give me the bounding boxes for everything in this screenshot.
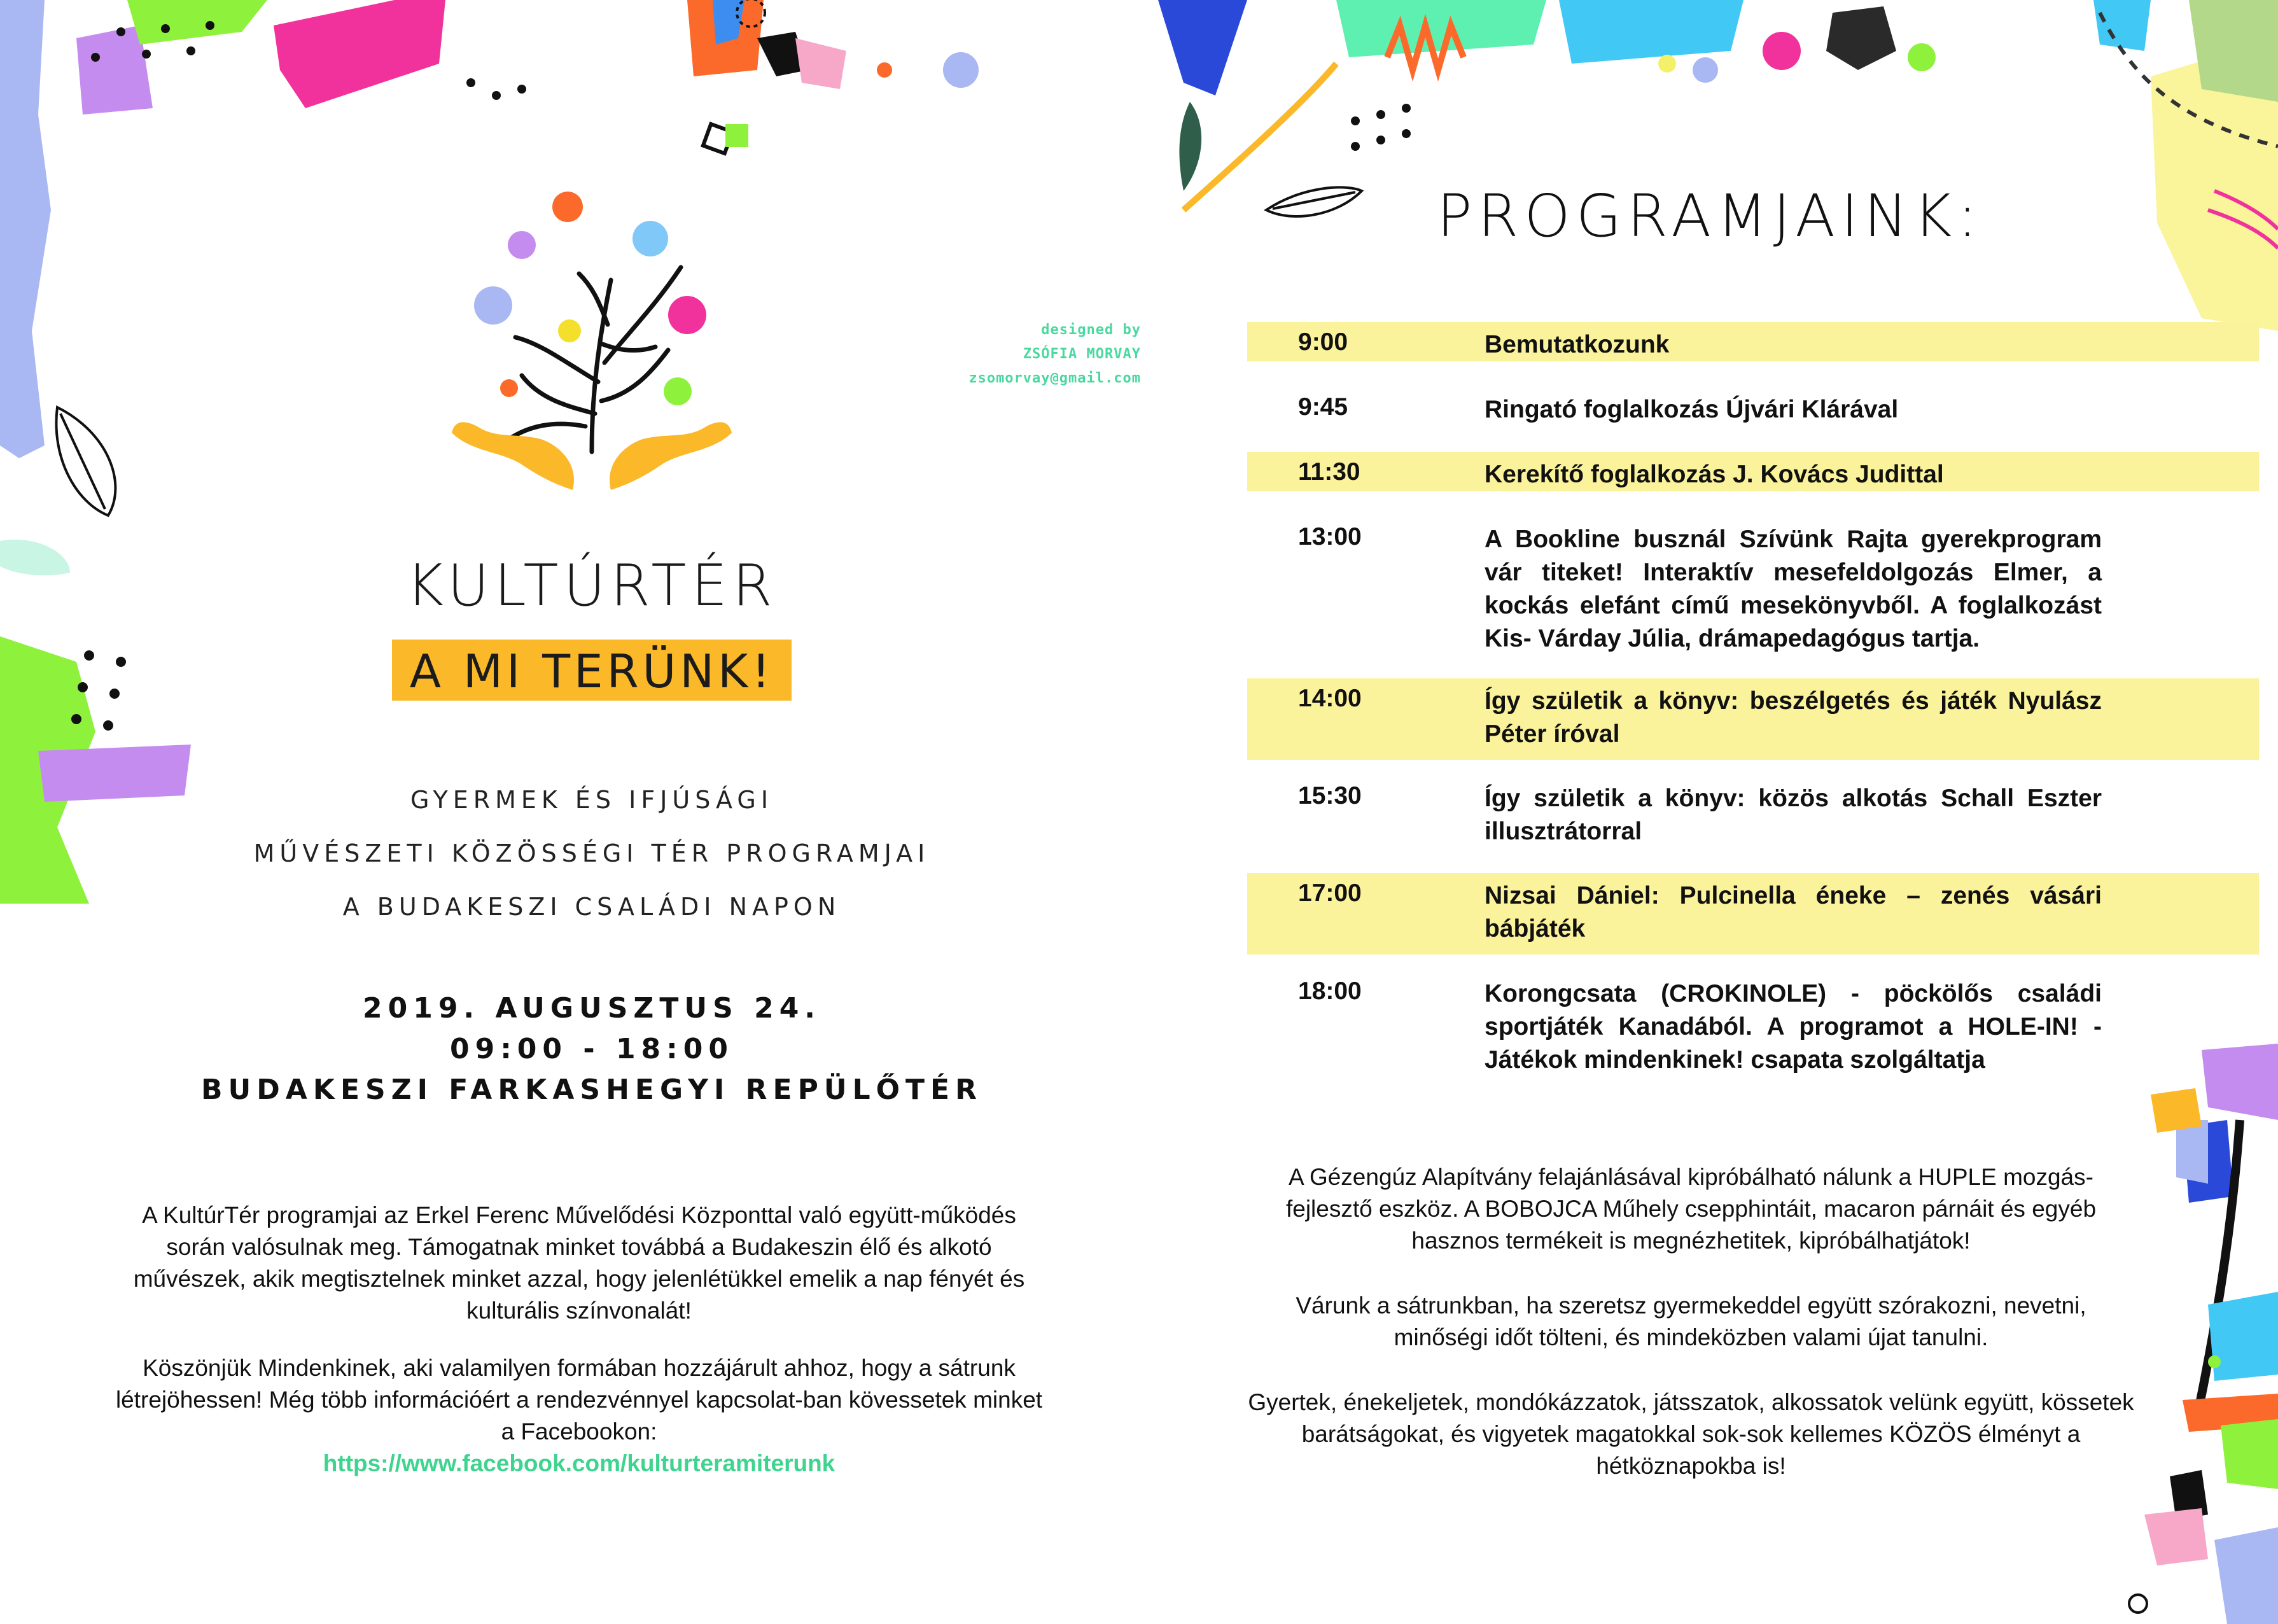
logo-branches xyxy=(509,267,681,452)
schedule-text: Korongcsata (CROKINOLE) - pöckölős családi sportjáték Kanadából. A programot a HOLE-IN! - Játékok mindenkinek! csapata szolgáltatja xyxy=(1485,980,2102,1074)
brand-subtitle-wrap xyxy=(0,640,1184,701)
intro-line-2: MŰVÉSZETI KÖZÖSSÉGI TÉR PROGRAMJAI xyxy=(253,839,930,867)
right-paragraph-3: Gyertek, énekeljetek, mondókázzatok, játsszatok, alkossatok velünk együtt, kössetek barátságokat, és vigyetek magatokkal sok-sok kellemes KÖZÖS élményt a hétköznapokba is! xyxy=(1248,1389,2134,1479)
left-description xyxy=(115,1200,1044,1480)
dot-lavender-top xyxy=(1693,57,1718,83)
right-paragraph-2: Várunk a sátrunkban, ha szeretsz gyermekeddel együtt szórakozni, nevetni, minőségi időt tölteni, és mindeközben valami újat tanulni. xyxy=(1296,1292,2086,1350)
brand-subtitle: A MI TERÜNK! xyxy=(392,640,792,701)
brush-stroke-cyan-top xyxy=(1559,0,1743,64)
dot-yellow-top xyxy=(1658,55,1676,73)
brush-stroke-pink xyxy=(274,0,445,108)
logo-dot xyxy=(552,192,583,222)
brush-stroke-lavender-br xyxy=(2176,1120,2208,1184)
dots-black-topright xyxy=(1351,104,1411,151)
dot-lightgreen-br xyxy=(2208,1355,2221,1368)
logo-dot xyxy=(500,379,518,397)
schedule-row xyxy=(1247,971,2259,1086)
credits-name: ZSÓFIA MORVAY xyxy=(1023,346,1141,362)
brush-stroke-lightpink xyxy=(795,38,846,89)
schedule-time: 9:00 xyxy=(1298,328,1348,356)
logo-dot xyxy=(558,319,581,342)
schedule-row xyxy=(1247,387,2259,426)
dot-ring-br xyxy=(2129,1595,2147,1613)
programs-title: PROGRAMJAINK: xyxy=(1437,182,1983,250)
intro-line-1: GYERMEK ÉS IFJÚSÁGI xyxy=(410,786,774,814)
brush-stroke-yellow-br xyxy=(2151,1088,2202,1133)
leaf-outline-left xyxy=(56,407,115,515)
credits-line-1: designed by xyxy=(1041,322,1141,338)
schedule-row xyxy=(1247,322,2259,361)
schedule-text: A Bookline busznál Szívünk Rajta gyerekprogram vár titeket! Interaktív mesefeldolgozás Elmer, a kockás elefánt című mesekönyvből. A foglalkozást Kis- Várday Júlia, drámapedagógus tartja. xyxy=(1485,526,2102,652)
schedule-time: 18:00 xyxy=(1298,977,1362,1005)
schedule-text: Kerekítő foglalkozás J. Kovács Judittal xyxy=(1485,461,1944,488)
event-venue: BUDAKESZI FARKASHEGYI REPÜLŐTÉR xyxy=(201,1074,982,1106)
logo-dot xyxy=(474,286,512,325)
left-paragraph-2 xyxy=(115,1352,1044,1480)
left-paragraph-2-text: Köszönjük Mindenkinek, aki valamilyen formában hozzájárult ahhoz, hogy a sátrunk létrejöhessen! Még több információért a rendezvénnyel kapcsolat-ban kövessetek minket a Facebookon: xyxy=(115,1355,1043,1445)
brush-stroke-cyan-corner xyxy=(2093,0,2151,51)
schedule-text: Ringató foglalkozás Újvári Klárával xyxy=(1485,396,1899,423)
brush-stroke-green xyxy=(127,0,267,45)
dot-orange xyxy=(877,62,892,78)
dot-purple xyxy=(943,52,979,88)
right-paragraph-1: A Gézengúz Alapítvány felajánlásával kipróbálható nálunk a HUPLE mozgás-fejlesztő eszköz. A BOBOJCA Műhely csepphintáit, macaron párnáit és egyéb hasznos termékeit is megnézhetitek, kipróbálhatjátok! xyxy=(1285,1164,2097,1254)
event-info xyxy=(0,988,1184,1110)
brand-title: KULTÚRTÉR xyxy=(406,552,778,619)
brush-stroke-pink-br xyxy=(2144,1508,2208,1565)
brush-stroke-darkgreen xyxy=(1179,102,1201,191)
schedule-row xyxy=(1247,873,2259,955)
schedule-time: 17:00 xyxy=(1298,879,1362,907)
schedule-text: Így születik a könyv: beszélgetés és játék Nyulász Péter íróval xyxy=(1485,687,2102,748)
brush-stroke-lavender-br2 xyxy=(2214,1527,2278,1624)
brush-stroke-black-blob xyxy=(1826,6,1896,70)
schedule-text: Bemutatkozunk xyxy=(1485,331,1670,358)
brush-stroke-lavender xyxy=(0,0,51,458)
brush-stroke-sage xyxy=(2189,0,2278,102)
schedule-row xyxy=(1247,517,2259,662)
kulturter-logo xyxy=(445,185,738,496)
logo-dot xyxy=(664,377,692,405)
schedule-time: 11:30 xyxy=(1298,458,1360,486)
intro-text xyxy=(0,773,1184,934)
event-time: 09:00 - 18:00 xyxy=(449,1033,734,1065)
schedule-row xyxy=(1247,452,2259,491)
event-date: 2019. AUGUSZTUS 24. xyxy=(362,992,821,1025)
brush-stroke-blue-top xyxy=(1158,0,1247,95)
facebook-link[interactable]: https://www.facebook.com/kulturteramiterunk xyxy=(323,1450,835,1476)
intro-line-3: A BUDAKESZI CSALÁDI NAPON xyxy=(342,893,841,921)
schedule-time: 9:45 xyxy=(1298,393,1348,421)
schedule-time: 14:00 xyxy=(1298,685,1362,712)
right-description xyxy=(1247,1161,2135,1515)
schedule-time: 13:00 xyxy=(1298,523,1362,550)
designer-credits xyxy=(827,318,1141,391)
leaf-outline-top xyxy=(1266,187,1362,216)
square-green xyxy=(725,124,748,147)
brush-stroke-cyan-br xyxy=(2208,1292,2278,1381)
schedule-row xyxy=(1247,776,2259,857)
schedule-text: Így születik a könyv: közös alkotás Schall Eszter illusztrátorral xyxy=(1485,785,2102,845)
logo-dot xyxy=(508,231,536,259)
schedule-row xyxy=(1247,678,2259,760)
dot-green-top xyxy=(1908,43,1936,71)
schedule-time: 15:30 xyxy=(1298,782,1362,809)
brush-stroke-green-br xyxy=(2221,1419,2278,1489)
logo-dot xyxy=(632,221,668,256)
schedule-text: Nizsai Dániel: Pulcinella éneke – zenés vásári bábjáték xyxy=(1485,882,2102,942)
credits-email: zsomorvay@gmail.com xyxy=(968,370,1141,386)
left-paragraph-1: A KultúrTér programjai az Erkel Ferenc Művelődési Központtal való együtt-működés során valósulnak meg. Támogatnak minket továbbá a Budakeszin élő és alkotó művészek, akik megtisztelnek minket azzal, hogy jelenlétükkel emelik a nap fényét és kulturális színvonalát! xyxy=(133,1202,1025,1324)
logo-dot xyxy=(668,296,706,334)
dot-magenta-top xyxy=(1763,32,1801,70)
